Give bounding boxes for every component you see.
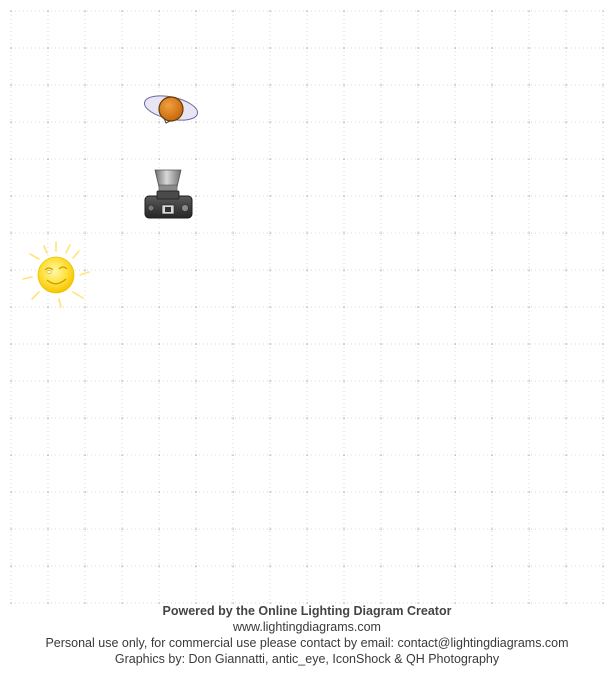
grid-dot [492,492,493,493]
grid-dot [307,344,308,345]
grid-dot [307,381,308,382]
grid-dot [455,48,456,49]
grid-dot [233,418,234,419]
grid-dot [529,122,530,123]
grid-dot [455,122,456,123]
grid-dot [344,85,345,86]
grid-dot [11,48,12,49]
grid-dot [566,344,567,345]
grid-dot [85,529,86,530]
grid-dot [159,122,160,123]
grid-dot [270,455,271,456]
grid-dot [233,270,234,271]
grid-dot [529,381,530,382]
grid-dot [122,566,123,567]
grid-dot [270,196,271,197]
grid-dot [270,122,271,123]
grid-dot [196,48,197,49]
grid-dot [85,233,86,234]
grid-dot [418,233,419,234]
grid-dot [492,418,493,419]
grid-dot [11,492,12,493]
grid-dot [492,455,493,456]
grid-dot [307,529,308,530]
grid-dot [233,85,234,86]
grid-dot [381,233,382,234]
grid-dot [529,233,530,234]
grid-dot [455,455,456,456]
grid-dot [11,566,12,567]
grid-dot [196,85,197,86]
grid-dot [159,344,160,345]
grid-dot [11,529,12,530]
grid-dot [85,307,86,308]
grid-dot [233,344,234,345]
grid-dot [344,418,345,419]
grid-dot [122,11,123,12]
grid-dot [529,307,530,308]
grid-dot [566,270,567,271]
grid-dot [233,529,234,530]
grid-dot [344,159,345,160]
grid-dot [270,159,271,160]
grid-dot [418,381,419,382]
grid-dot [418,529,419,530]
grid-dot [418,418,419,419]
grid-dot [85,85,86,86]
grid-dot [233,233,234,234]
grid-dot [344,566,345,567]
grid-dot [529,566,530,567]
grid-dot [381,381,382,382]
grid-dot [11,270,12,271]
grid-dot [418,344,419,345]
grid-dot [566,566,567,567]
grid-dot [492,233,493,234]
grid-dot [307,418,308,419]
grid-dot [529,529,530,530]
grid-dot [492,529,493,530]
grid-dot [196,307,197,308]
grid-dot [529,418,530,419]
grid-dot [48,159,49,160]
grid-dot [529,159,530,160]
grid-dot [381,159,382,160]
grid-dot [270,492,271,493]
grid-dot [492,196,493,197]
grid-dot [418,196,419,197]
grid-dot [85,381,86,382]
grid-dot [196,455,197,456]
grid-dot [270,233,271,234]
grid-dot [85,344,86,345]
grid-dot [307,307,308,308]
grid-dot [196,270,197,271]
grid-dot [344,48,345,49]
grid-dot [603,11,604,12]
grid-dot [566,196,567,197]
grid-dot [122,85,123,86]
grid-dot [381,85,382,86]
grid-dot [603,122,604,123]
grid-dot [529,48,530,49]
grid-dot [603,529,604,530]
grid-dot [381,11,382,12]
grid-dot [381,344,382,345]
grid-dot [159,270,160,271]
grid-dot [270,381,271,382]
grid-dot [48,492,49,493]
grid-dot [159,85,160,86]
grid-dot [85,455,86,456]
grid-dot [529,344,530,345]
grid-dot [344,270,345,271]
grid-dot [48,455,49,456]
grid-dot [48,529,49,530]
grid-dot [418,270,419,271]
grid-dot [529,270,530,271]
grid-dot [344,233,345,234]
grid-dot [381,122,382,123]
grid-dot [492,344,493,345]
grid-dot [455,492,456,493]
grid-dot [492,48,493,49]
grid-dot [455,381,456,382]
grid-dot [566,455,567,456]
grid-dot [529,196,530,197]
grid-dot [492,270,493,271]
grid-dot [122,270,123,271]
grid-dot [418,307,419,308]
grid-dot [85,11,86,12]
grid-dot [122,529,123,530]
grid-dot [381,566,382,567]
grid [11,11,604,604]
grid-dot [122,122,123,123]
grid-dot [455,159,456,160]
grid-dot [381,418,382,419]
grid-dot [233,196,234,197]
grid-dot [159,11,160,12]
grid-dot [344,122,345,123]
grid-dot [455,307,456,308]
grid-dot [381,307,382,308]
grid-dot [566,233,567,234]
grid-dot [122,344,123,345]
grid-dot [603,270,604,271]
grid-dot [270,11,271,12]
grid-dot [566,492,567,493]
grid-dot [11,344,12,345]
grid-dot [344,529,345,530]
grid-dot [48,233,49,234]
grid-dot [566,48,567,49]
grid-dot [603,492,604,493]
grid-dot [11,159,12,160]
grid-dot [233,11,234,12]
grid-dot [85,159,86,160]
grid-dot [307,233,308,234]
grid-dot [307,85,308,86]
grid-dot [529,85,530,86]
grid-dot [159,566,160,567]
grid-dot [529,492,530,493]
grid-dot [566,529,567,530]
grid-dot [344,196,345,197]
grid-dot [603,196,604,197]
grid-dot [344,11,345,12]
grid-dot [159,233,160,234]
grid-dot [11,122,12,123]
grid-dot [233,381,234,382]
grid-dot [85,48,86,49]
grid-dot [381,48,382,49]
grid-dot [159,307,160,308]
grid-dot [122,455,123,456]
grid-dot [122,381,123,382]
grid-dot [603,159,604,160]
grid-dot [455,270,456,271]
sun-icon[interactable] [23,242,89,307]
grid-dot [233,455,234,456]
grid-dot [603,48,604,49]
grid-dot [418,566,419,567]
grid-dot [418,492,419,493]
grid-dot [11,307,12,308]
grid-dot [196,233,197,234]
grid-dot [603,455,604,456]
grid-dot [159,48,160,49]
grid-dot [196,381,197,382]
grid-dot [418,159,419,160]
grid-dot [307,48,308,49]
grid-dot [344,455,345,456]
grid-dot [48,381,49,382]
grid-dot [48,122,49,123]
grid-dot [455,418,456,419]
grid-dot [48,85,49,86]
grid-dot [566,307,567,308]
grid-dot [270,270,271,271]
grid-dot [381,492,382,493]
grid-dot [344,344,345,345]
grid-dot [159,529,160,530]
grid-dot [418,455,419,456]
grid-dot [566,11,567,12]
grid-dot [48,344,49,345]
grid-dot [233,48,234,49]
grid-dot [233,159,234,160]
hair-light-icon[interactable] [142,92,199,125]
grid-dot [122,48,123,49]
grid-dot [344,307,345,308]
grid-dot [418,11,419,12]
grid-dot [11,233,12,234]
grid-dot [233,307,234,308]
grid-dot [196,11,197,12]
grid-dot [307,455,308,456]
grid-dot [455,566,456,567]
grid-dot [233,122,234,123]
grid-dot [196,492,197,493]
grid-dot [307,270,308,271]
grid-dot [159,492,160,493]
grid-dot [270,307,271,308]
grid-dot [566,85,567,86]
grid-dot [48,48,49,49]
grid-dot [196,196,197,197]
grid-dot [196,529,197,530]
grid-dot [418,48,419,49]
grid-dot [492,381,493,382]
grid-dot [85,122,86,123]
footer-credits: Graphics by: Don Giannatti, antic_eye, IconShock & QH Photography [114,652,500,666]
grid-dot [418,122,419,123]
grid-dot [48,418,49,419]
grid-dot [270,48,271,49]
grid-dot [455,11,456,12]
grid-dot [122,492,123,493]
grid-dot [381,455,382,456]
grid-dot [603,418,604,419]
grid-dot [11,418,12,419]
grid-dot [85,418,86,419]
grid-dot [529,455,530,456]
grid-dot [270,344,271,345]
grid-dot [48,307,49,308]
grid-dot [603,381,604,382]
grid-dot [85,566,86,567]
grid-dot [455,233,456,234]
grid-dot [11,85,12,86]
grid-dot [307,11,308,12]
grid-dot [307,566,308,567]
grid-dot [381,196,382,197]
grid-dot [381,529,382,530]
grid-dot [11,196,12,197]
grid-dot [159,418,160,419]
footer-title: Powered by the Online Lighting Diagram Creator [162,604,452,618]
grid-dot [492,159,493,160]
grid-dot [492,122,493,123]
grid-dot [196,418,197,419]
grid-dot [603,233,604,234]
grid-dot [122,418,123,419]
grid-dot [455,344,456,345]
grid-dot [159,455,160,456]
grid-dot [566,418,567,419]
grid-dot [11,11,12,12]
grid-dot [566,122,567,123]
grid-dot [85,492,86,493]
grid-dot [122,159,123,160]
grid-dot [307,492,308,493]
grid-dot [492,11,493,12]
grid-dot [48,196,49,197]
grid-dot [603,307,604,308]
grid-dot [196,566,197,567]
footer-license: Personal use only, for commercial use please contact by email: contact@lightingdiagrams.com [45,636,569,650]
grid-dot [270,418,271,419]
grid-dot [233,492,234,493]
grid-dot [381,270,382,271]
grid-dot [566,381,567,382]
grid-dot [270,566,271,567]
grid-dot [603,566,604,567]
grid-dot [455,529,456,530]
grid-dot [492,85,493,86]
grid-dot [233,566,234,567]
grid-dot [85,196,86,197]
grid-dot [122,233,123,234]
grid-dot [566,159,567,160]
grid-dot [11,455,12,456]
grid-dot [492,566,493,567]
grid-dot [529,11,530,12]
grid-dot [11,381,12,382]
grid-dot [270,85,271,86]
grid-dot [344,381,345,382]
footer-url[interactable]: www.lightingdiagrams.com [233,620,381,634]
grid-dot [307,159,308,160]
grid-dot [196,344,197,345]
grid-dot [270,529,271,530]
grid-dot [48,566,49,567]
grid-dot [455,85,456,86]
grid-dot [159,159,160,160]
grid-dot [159,381,160,382]
grid-dot [48,11,49,12]
grid-dot [85,270,86,271]
camera-icon[interactable] [145,170,192,218]
grid-dot [196,122,197,123]
grid-dot [196,159,197,160]
grid-dot [307,196,308,197]
grid-dot [492,307,493,308]
grid-dot [344,492,345,493]
grid-dot [418,85,419,86]
grid-dot [603,85,604,86]
grid-dot [307,122,308,123]
grid-dot [455,196,456,197]
grid-dot [603,344,604,345]
grid-dot [122,307,123,308]
grid-dot [122,196,123,197]
